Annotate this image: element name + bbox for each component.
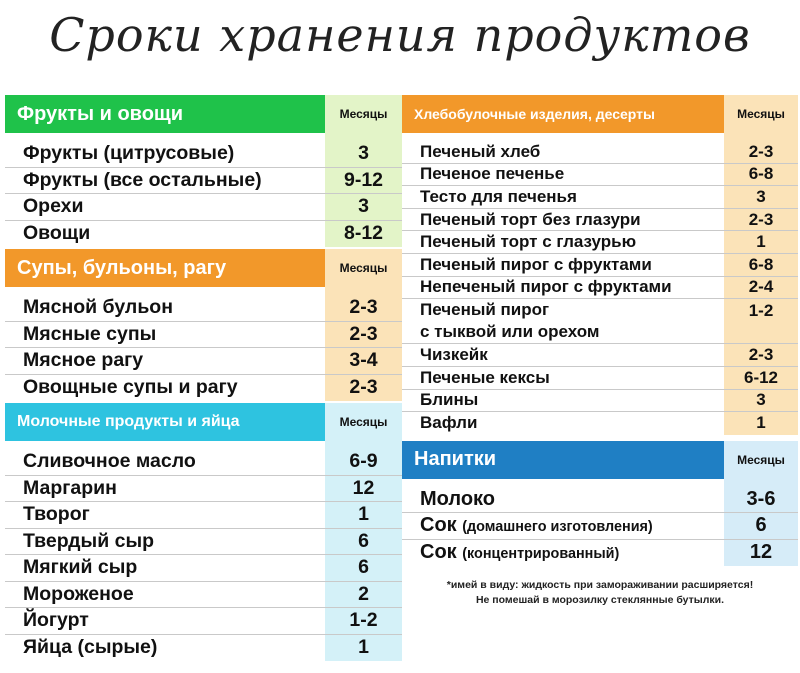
item-name-text: Мясной бульон	[23, 296, 174, 319]
left-section-0	[5, 95, 402, 247]
item-name	[5, 556, 325, 579]
item-months-value: 2-3	[349, 376, 378, 399]
item-name-text: Печеный пирог с фруктами	[420, 254, 652, 274]
item-months-value: 2-3	[748, 141, 774, 161]
item-months-value: 6-9	[349, 450, 378, 473]
item-name	[402, 232, 724, 252]
list-item	[402, 141, 798, 164]
item-months-value: 3-4	[349, 349, 378, 372]
item-name	[5, 450, 325, 473]
item-name	[402, 413, 724, 433]
list-item	[5, 168, 402, 195]
section-title: Молочные продукты и яйца	[5, 403, 325, 441]
item-months-value: 6-8	[748, 164, 774, 184]
item-months-value: 2-3	[748, 209, 774, 229]
item-months-value: 2-3	[349, 296, 378, 319]
list-item	[5, 555, 402, 582]
list-item	[402, 513, 798, 540]
item-name-text: Сок	[420, 514, 457, 537]
list-item	[5, 194, 402, 221]
section-header	[402, 441, 798, 479]
list-item	[5, 582, 402, 609]
list-item	[402, 487, 798, 514]
list-item	[402, 540, 798, 567]
item-name	[5, 530, 325, 553]
item-name-text: Мягкий сыр	[23, 556, 138, 579]
right-section-0	[402, 95, 798, 435]
item-months-value: 6-12	[743, 367, 779, 387]
item-months-value: 1	[756, 413, 766, 433]
list-item	[5, 348, 402, 375]
list-item	[402, 209, 798, 232]
item-name	[402, 345, 724, 365]
item-months-value: 2	[358, 582, 369, 605]
item-name-text: Печеные кексы	[420, 367, 550, 387]
item-name	[402, 390, 724, 410]
item-list	[5, 287, 402, 401]
item-name	[5, 349, 325, 372]
item-name-text: Творог	[23, 503, 90, 526]
months-column-header: Месяцы	[325, 95, 402, 133]
item-name	[5, 583, 325, 606]
list-item	[402, 277, 798, 300]
item-months-value: 6	[358, 556, 369, 579]
list-item	[402, 344, 798, 367]
item-name-text: Мясные супы	[23, 322, 157, 345]
footnote-line-2: Не помешай в морозилку стеклянные бутылки.	[475, 594, 725, 606]
item-name-text: Непеченый пирог с фруктами	[420, 277, 672, 297]
item-name-text: Печеный торт без глазури	[420, 209, 641, 229]
item-months-value: 3	[756, 390, 766, 410]
list-item	[402, 186, 798, 209]
list-item	[5, 502, 402, 529]
item-months-value: 3	[358, 195, 369, 218]
item-name-text: Овощи	[23, 222, 91, 245]
item-months-value: 2-3	[349, 322, 378, 345]
item-name	[5, 296, 325, 319]
item-months-value: 3	[756, 186, 766, 206]
item-name-text: Твердый сыр	[23, 529, 155, 552]
months-column-header: Месяцы	[724, 441, 798, 479]
footnote	[404, 578, 796, 608]
item-name-text: Сок	[420, 541, 457, 564]
item-months-value: 9-12	[343, 168, 384, 191]
item-name-text: Орехи	[23, 195, 84, 218]
item-list	[5, 133, 402, 247]
left-column	[5, 95, 402, 663]
item-name	[402, 514, 724, 537]
list-item	[5, 635, 402, 662]
item-name-text: Маргарин	[23, 476, 117, 499]
item-name-text: Овощные супы и рагу	[23, 376, 238, 399]
list-item	[402, 390, 798, 413]
item-name-text: Печеный торт с глазурью	[420, 232, 637, 252]
item-months-value: 6-8	[748, 254, 774, 274]
item-name-line-1: Печеный пирог	[420, 299, 550, 319]
item-name	[402, 187, 724, 207]
item-name	[5, 376, 325, 399]
left-section-1	[5, 249, 402, 401]
item-name	[402, 277, 724, 297]
item-months-value: 1-2	[748, 301, 774, 321]
item-name-text: Фрукты (цитрусовые)	[23, 142, 235, 165]
item-months-value: 3-6	[746, 487, 776, 510]
section-title: Фрукты и овощи	[5, 95, 325, 133]
item-months-value: 1	[358, 503, 369, 526]
item-name	[5, 222, 325, 245]
list-item	[5, 221, 402, 248]
item-name	[402, 488, 724, 511]
section-title: Хлебобулочные изделия, десерты	[402, 95, 724, 133]
section-header	[402, 95, 798, 133]
item-months-value: 12	[352, 476, 375, 499]
item-name-text: Мясное рагу	[23, 349, 144, 372]
item-list	[402, 133, 798, 435]
months-column-header: Месяцы	[325, 403, 402, 441]
list-item	[402, 299, 798, 344]
item-name-text: Йогурт	[23, 609, 89, 632]
left-section-2	[5, 403, 402, 661]
list-item	[402, 231, 798, 254]
item-name-line-2: с тыквой или орехом	[420, 322, 600, 342]
item-name-text: Тесто для печенья	[420, 186, 577, 206]
item-name	[402, 142, 724, 162]
list-item	[5, 375, 402, 402]
item-months-value: 2-4	[748, 277, 774, 297]
right-section-1	[402, 441, 798, 567]
list-item	[402, 367, 798, 390]
item-name-text: Яйца (сырые)	[23, 636, 158, 659]
months-column-header: Месяцы	[724, 95, 798, 133]
list-item	[5, 322, 402, 349]
item-name	[5, 169, 325, 192]
item-months-value: 3	[358, 142, 369, 165]
item-name	[5, 609, 325, 632]
section-title: Супы, бульоны, рагу	[5, 249, 325, 287]
list-item	[5, 295, 402, 322]
item-name-text: Печеное печенье	[420, 164, 565, 184]
section-header	[5, 95, 402, 133]
item-name	[5, 503, 325, 526]
list-item	[402, 412, 798, 435]
item-months-value: 1	[756, 232, 766, 252]
section-header	[5, 249, 402, 287]
item-list	[402, 479, 798, 567]
item-months-value: 1-2	[349, 609, 378, 632]
item-name-text: Сливочное масло	[23, 450, 196, 473]
item-name	[402, 255, 724, 275]
right-column	[402, 95, 798, 572]
list-item	[402, 254, 798, 277]
item-months-value: 12	[749, 541, 773, 564]
page-title: Сроки хранения продуктов	[49, 8, 751, 62]
item-list	[5, 441, 402, 661]
list-item	[5, 529, 402, 556]
item-name-qualifier: (концентрированный)	[462, 546, 620, 563]
item-name-text: Мороженое	[23, 582, 134, 605]
item-name-text: Фрукты (все остальные)	[23, 168, 262, 191]
item-months-value: 1	[358, 636, 369, 659]
item-name	[402, 541, 724, 564]
list-item	[402, 164, 798, 187]
item-name	[402, 164, 724, 184]
item-name-text: Вафли	[420, 413, 478, 433]
item-months-value: 6	[755, 514, 767, 537]
item-name	[402, 299, 724, 344]
item-name	[5, 323, 325, 346]
months-column-header: Месяцы	[325, 249, 402, 287]
list-item	[5, 608, 402, 635]
item-months-value: 8-12	[343, 222, 384, 245]
item-months-value: 2-3	[748, 345, 774, 365]
item-name-text: Молоко	[420, 487, 495, 510]
item-name	[402, 368, 724, 388]
list-item	[5, 141, 402, 168]
item-name	[5, 477, 325, 500]
item-months-value: 6	[358, 529, 369, 552]
item-name-text: Чизкейк	[420, 345, 488, 365]
section-title: Напитки	[402, 441, 724, 479]
item-name	[5, 195, 325, 218]
section-header	[5, 403, 402, 441]
item-name-qualifier: (домашнего изготовления)	[462, 519, 653, 536]
item-name	[402, 210, 724, 230]
item-name-text: Печеный хлеб	[420, 141, 541, 161]
item-name	[5, 636, 325, 659]
item-name-text: Блины	[420, 390, 479, 410]
list-item	[5, 449, 402, 476]
footnote-line-1: *имей в виду: жидкость при замораживании расширяется!	[446, 579, 754, 591]
list-item	[5, 476, 402, 503]
item-name	[5, 142, 325, 165]
